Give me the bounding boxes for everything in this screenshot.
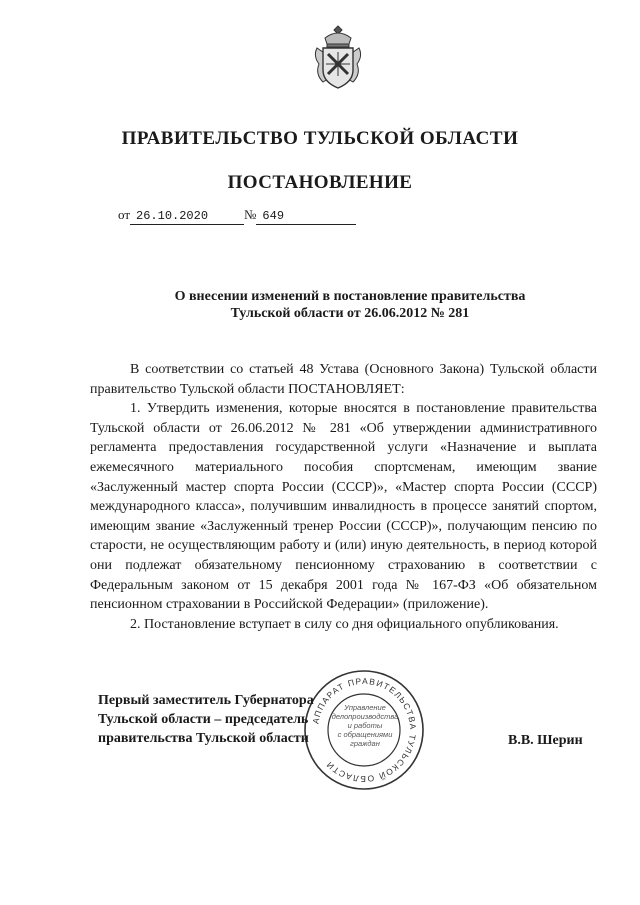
stamp-line-2: делопроизводства bbox=[331, 712, 399, 721]
document-subject bbox=[90, 288, 610, 322]
document-date: 26.10.2020 bbox=[130, 209, 244, 225]
stamp-line-5: граждан bbox=[350, 739, 380, 748]
body-paragraph-1: В соответствии со статьей 48 Устава (Основного Закона) Тульской области правительство Тульской области ПОСТАНОВЛЯЕТ: bbox=[90, 362, 597, 397]
signatory-name: В.В. Шерин bbox=[508, 733, 583, 748]
number-prefix: № bbox=[244, 207, 257, 222]
date-prefix: от bbox=[118, 207, 131, 222]
signatory-position bbox=[98, 691, 314, 748]
stamp-line-1: Управление bbox=[344, 703, 386, 712]
subject-line-1: О внесении изменений в постановление правительства bbox=[174, 289, 526, 304]
stamp-ring-text: АППАРАТ ПРАВИТЕЛЬСТВА ТУЛЬСКОЙ ОБЛАСТИ bbox=[310, 675, 419, 785]
tula-coat-of-arms-icon bbox=[311, 24, 365, 92]
document-meta bbox=[118, 207, 356, 225]
document-number: 649 bbox=[256, 209, 356, 225]
signatory-line-2: Тульской области – председатель bbox=[98, 712, 309, 727]
stamp-line-3: и работы bbox=[347, 721, 383, 730]
stamp-center-text bbox=[329, 703, 401, 748]
government-title: ПРАВИТЕЛЬСТВО ТУЛЬСКОЙ ОБЛАСТИ bbox=[121, 128, 519, 149]
subject-line-2: Тульской области от 26.06.2012 № 281 bbox=[230, 306, 470, 321]
signatory-line-1: Первый заместитель Губернатора bbox=[98, 693, 314, 708]
body-paragraph-2: 1. Утвердить изменения, которые вносятся в постановление правительства Тульской области от 26.06.2012 № 281 «Об утверждении административного регламента предоставления государственной услуги «Назначение и выплата ежемесячного материального пособия спортсменам, имеющим звание «Заслуженный мастер спорта России (СССР)», «Мастер спорта России (СССР) международного класса», получившим инвалидность в процессе занятий спортом, имеющим звание «Заслуженный тренер России (СССР)», получающим пенсию по старости, не осуществляющим работу и (или) иную деятельность, в период которой они подлежат обязательному пенсионному страхованию в соответствии с Федеральным законом от 15 декабря 2001 года № 167-ФЗ «Об обязательном пенсионном страховании в Российской Федерации» (приложение). bbox=[90, 401, 597, 613]
stamp-line-4: с обращениями bbox=[337, 730, 393, 739]
document-type: ПОСТАНОВЛЕНИЕ bbox=[227, 172, 413, 193]
body-paragraph-3: 2. Постановление вступает в силу со дня официального опубликования. bbox=[130, 616, 559, 632]
signatory-line-3: правительства Тульской области bbox=[98, 731, 309, 746]
document-body bbox=[90, 360, 597, 634]
